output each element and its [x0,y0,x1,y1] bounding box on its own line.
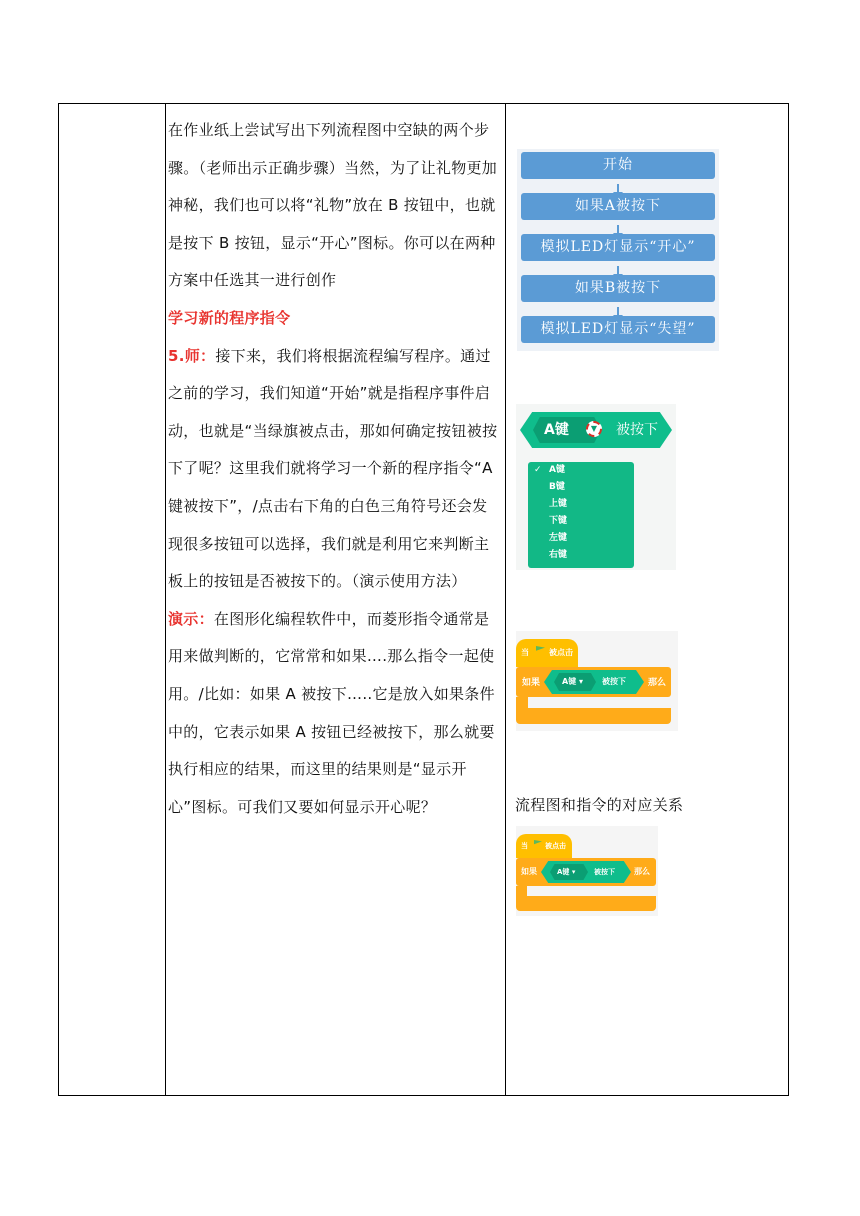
flow-step-sad: 模拟LED灯显示“失望” [521,316,715,343]
key-label: A键 [544,422,569,438]
flow-step-start: 开始 [521,152,715,179]
menu-item-right[interactable]: 右键 [549,550,568,560]
section-heading: 学习新的程序指令 [168,308,291,327]
key-pressed-block-dropdown [516,404,676,570]
check-icon: ✓ [534,465,542,475]
if-foot [516,896,656,911]
lesson-text-column [168,112,500,826]
media-column [507,104,787,1095]
flow-step-happy: 模拟LED灯显示“开心” [521,234,715,261]
flow-arrow [617,225,619,234]
flow-arrow [617,184,619,193]
column-divider-1 [165,104,166,1095]
dropdown-caret-icon[interactable]: ▼ [586,421,602,437]
menu-item-a[interactable]: ✓ A键 [528,462,634,479]
key-dropdown-menu [528,462,634,568]
script-example-1 [516,631,678,731]
pressed-label: 被按下 [594,868,615,876]
teacher-label: 5.师： [168,346,216,365]
lesson-table [58,103,789,1096]
column-divider-2 [505,104,506,1095]
if-label: 如果 [522,678,541,688]
key-label: A键 ▾ [562,677,583,686]
flow-instruction-caption: 流程图和指令的对应关系 [515,796,684,814]
flow-arrow [617,307,619,316]
if-mouth [528,697,671,708]
demo-label: 演示： [168,609,214,628]
if-label: 如果 [521,867,537,876]
hat-label: 被点击 [545,842,566,850]
hat-prefix: 当 [521,842,528,850]
then-label: 那么 [634,867,650,876]
script-example-2 [516,826,658,916]
flow-step-if-a: 如果A被按下 [521,193,715,220]
teacher-paragraph [168,338,500,601]
teacher-text: 接下来，我们将根据流程编写程序。通过之前的学习，我们知道“开始”就是指程序事件启动，也就是“当绿旗被点击，那如何确定按钮被按下了呢？这里我们就将学习一个新的程序指令“A 键被按下”，/点击右下角的白色三角符号还会发现很多按钮可以选择，我们就是利用它来判断主板上的按钮是否被按下的。（演示使用方法） [168,346,498,591]
then-label: 那么 [648,678,667,688]
instruction-paragraph: 在作业纸上尝试写出下列流程图中空缺的两个步骤。（老师出示正确步骤）当然，为了让礼物更加神秘，我们也可以将“礼物”放在 B 按钮中，也就是按下 B 按钮，显示“开心”图标。你可以在两种方案中任选其一进行创作 [168,121,498,290]
demo-paragraph [168,601,500,827]
hat-label: 被点击 [549,648,573,657]
flow-step-if-b: 如果B被按下 [521,275,715,302]
key-label: A键 ▾ [557,868,576,876]
hat-prefix: 当 [521,648,529,657]
menu-item-down[interactable]: 下键 [549,516,568,526]
if-mouth [527,886,656,896]
demo-text: 在图形化编程软件中，而菱形指令通常是用来做判断的，它常常和如果….那么指令一起使用。/比如：如果 A 被按下…..它是放入如果条件中的，它表示如果 A 按钮已经被按下，那么就要执行相应的结果，而这里的结果则是“显示开心”图标。可我们又要如何显示开心呢？ [168,609,495,816]
menu-item-left[interactable]: 左键 [549,533,568,543]
flow-arrow [617,266,619,275]
flowchart [517,149,719,351]
pressed-label: 被按下 [602,677,626,686]
if-foot [516,708,671,724]
menu-item-b[interactable]: B键 [549,482,565,492]
pressed-label: 被按下 [616,422,658,438]
menu-item-up[interactable]: 上键 [549,499,568,509]
